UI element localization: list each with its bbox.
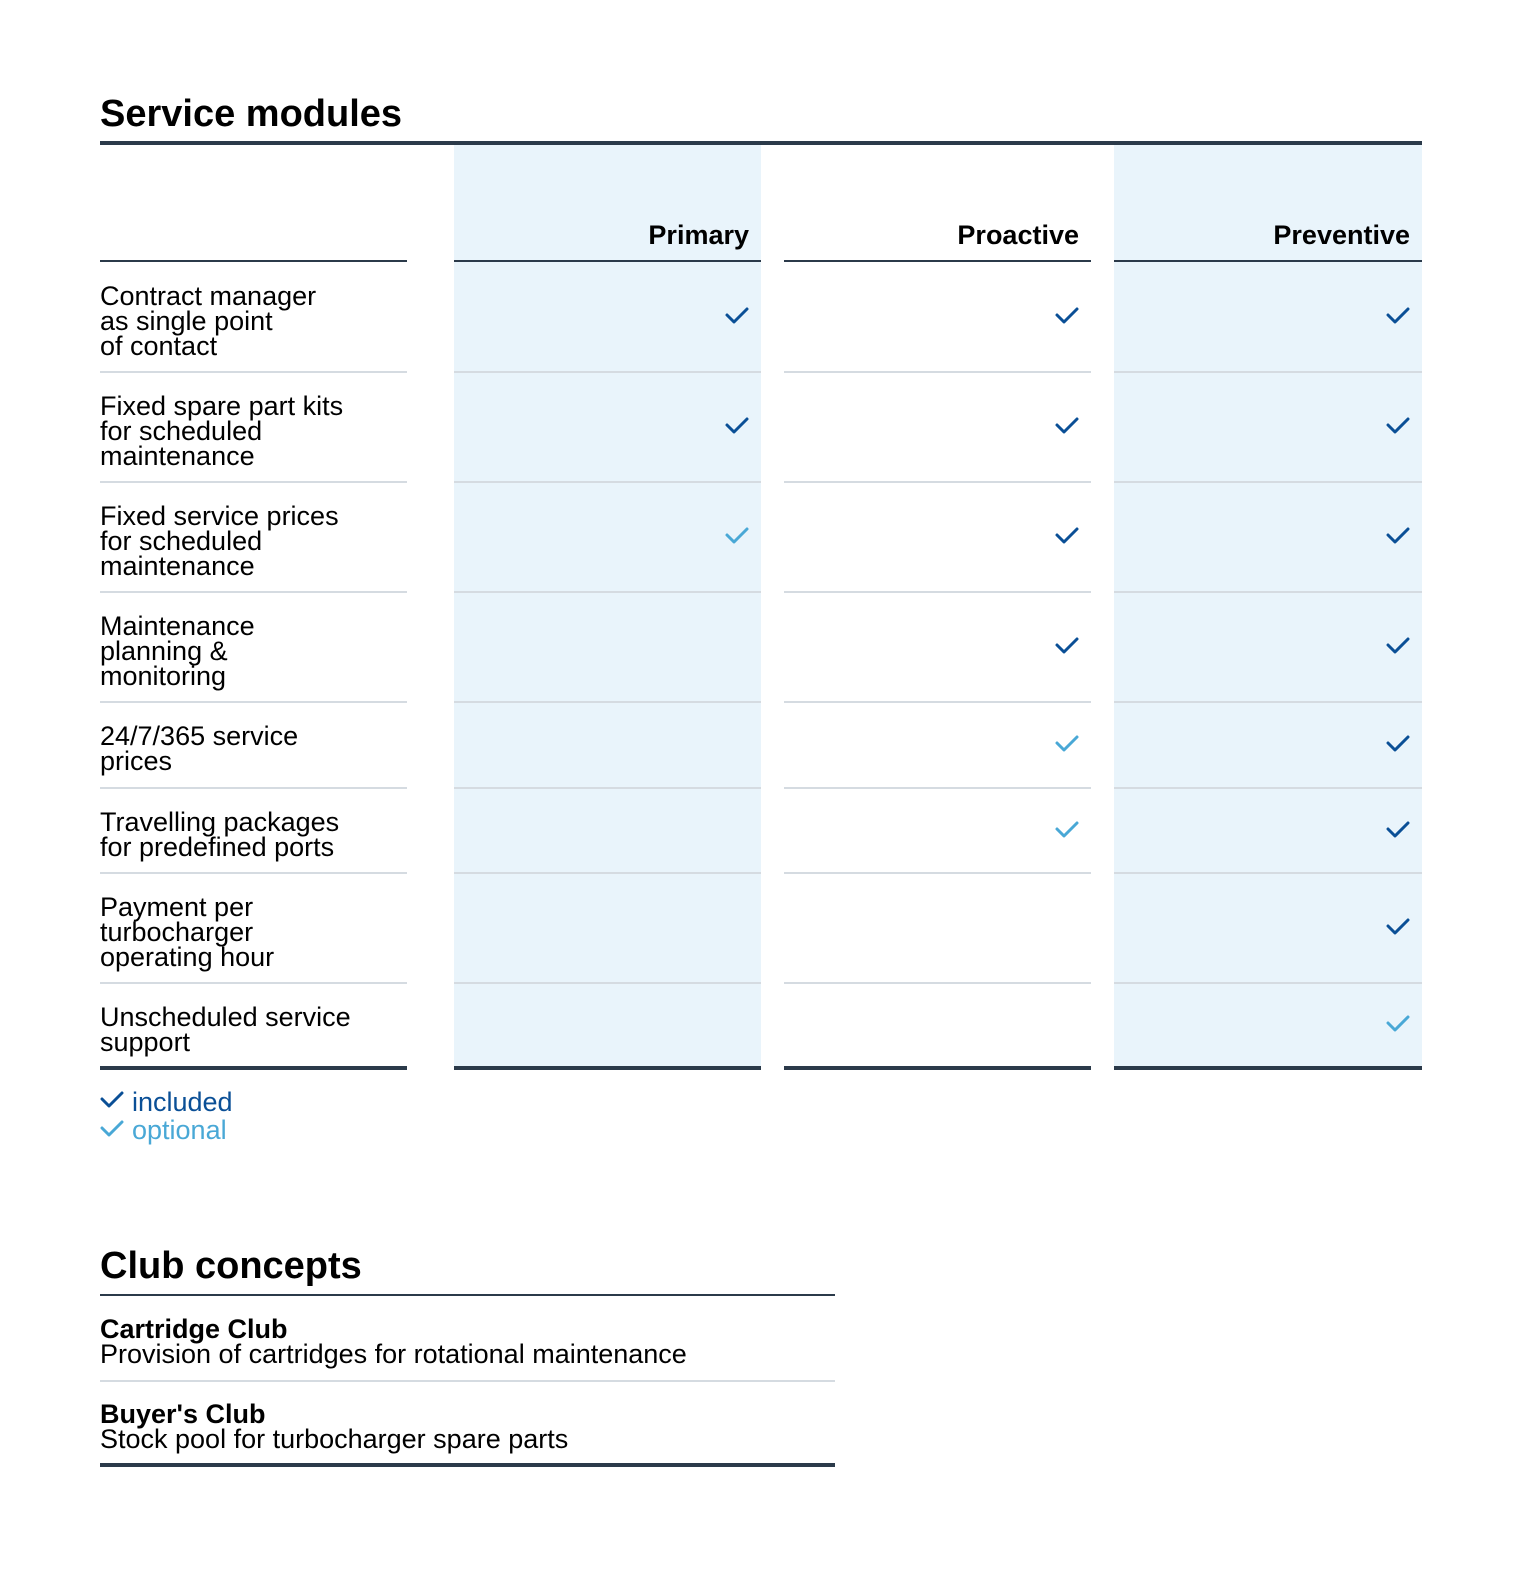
row-separator [454, 872, 761, 874]
club-bottom-rule [100, 1463, 835, 1467]
check-optional-icon [1385, 1014, 1411, 1034]
column-bg-preventive [1114, 145, 1422, 1067]
check-included-icon [1385, 917, 1411, 937]
table-bottom-rule [454, 1066, 761, 1070]
row-separator [100, 481, 407, 483]
row-separator [100, 872, 407, 874]
section-title-service-modules: Service modules [100, 93, 403, 135]
row-separator [100, 371, 407, 373]
row-separator [784, 701, 1091, 703]
row-label: 24/7/365 service prices [100, 721, 299, 776]
check-optional-icon [1054, 734, 1080, 754]
check-included-icon [1385, 820, 1411, 840]
check-included-icon [1054, 416, 1080, 436]
check-included-icon [1385, 306, 1411, 326]
row-separator [454, 481, 761, 483]
check-included-icon [100, 1090, 126, 1110]
check-optional-icon [724, 526, 750, 546]
row-separator [454, 982, 761, 984]
column-header-preventive: Preventive [1273, 220, 1410, 250]
row-separator [1114, 872, 1422, 874]
club-separator [100, 1380, 835, 1382]
check-included-icon [724, 306, 750, 326]
row-separator [784, 982, 1091, 984]
row-separator [454, 591, 761, 593]
table-bottom-rule [1114, 1066, 1422, 1070]
check-included-icon [1385, 636, 1411, 656]
row-separator [1114, 982, 1422, 984]
check-included-icon [1385, 526, 1411, 546]
table-bottom-rule [100, 1066, 407, 1070]
club-name: Cartridge Club [100, 1314, 288, 1344]
row-separator [1114, 701, 1422, 703]
club-description: Stock pool for turbocharger spare parts [100, 1424, 569, 1454]
club-item [100, 1399, 835, 1454]
header-rule [454, 260, 761, 262]
legend-optional: optional [132, 1115, 227, 1145]
row-separator [100, 787, 407, 789]
check-optional-icon [1054, 820, 1080, 840]
club-title-rule [100, 1294, 835, 1296]
row-separator [1114, 371, 1422, 373]
row-label: Payment per turbocharger operating hour [100, 892, 275, 972]
row-label: Contract manager as single point of contact [100, 281, 317, 361]
row-separator [784, 371, 1091, 373]
row-separator [784, 787, 1091, 789]
row-label: Maintenance planning & monitoring [100, 611, 255, 691]
club-description: Provision of cartridges for rotational maintenance [100, 1339, 687, 1369]
row-separator [784, 872, 1091, 874]
club-name: Buyer's Club [100, 1399, 266, 1429]
row-label: Unscheduled service support [100, 1002, 351, 1057]
row-separator [454, 787, 761, 789]
header-rule [784, 260, 1091, 262]
row-separator [784, 481, 1091, 483]
club-item [100, 1314, 835, 1369]
column-bg-primary [454, 145, 761, 1067]
check-included-icon [1385, 416, 1411, 436]
check-included-icon [1054, 636, 1080, 656]
column-header-proactive: Proactive [957, 220, 1079, 250]
row-separator [1114, 591, 1422, 593]
row-label: Fixed spare part kits for scheduled maintenance [100, 391, 344, 471]
header-rule [1114, 260, 1422, 262]
table-bottom-rule [784, 1066, 1091, 1070]
row-separator [454, 701, 761, 703]
check-included-icon [1054, 526, 1080, 546]
row-separator [784, 591, 1091, 593]
check-optional-icon [100, 1119, 126, 1139]
check-included-icon [1054, 306, 1080, 326]
header-rule [100, 260, 407, 262]
row-separator [100, 591, 407, 593]
check-included-icon [724, 416, 750, 436]
check-included-icon [1385, 734, 1411, 754]
row-separator [454, 371, 761, 373]
row-separator [1114, 787, 1422, 789]
row-label: Travelling packages for predefined ports [100, 807, 340, 862]
section-title-club-concepts: Club concepts [100, 1245, 362, 1287]
row-separator [100, 982, 407, 984]
row-separator [1114, 481, 1422, 483]
row-label: Fixed service prices for scheduled maintenance [100, 501, 339, 581]
legend-included: included [132, 1087, 233, 1117]
column-header-primary: Primary [648, 220, 749, 250]
row-separator [100, 701, 407, 703]
